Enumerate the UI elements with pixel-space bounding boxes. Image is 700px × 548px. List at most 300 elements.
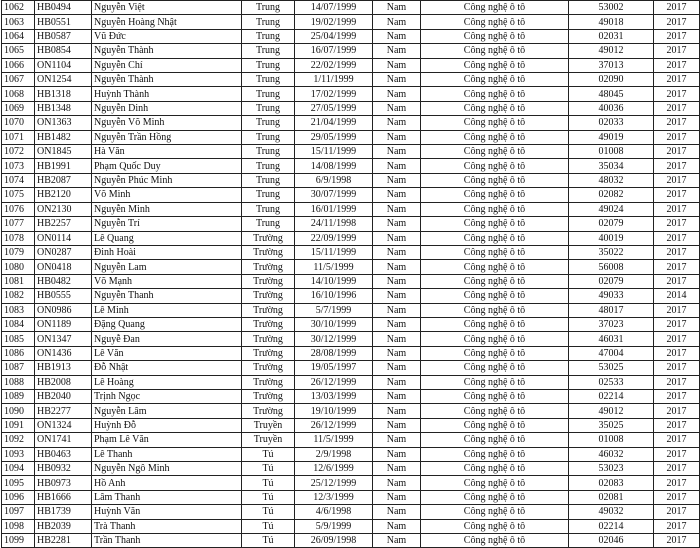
row-number-cell: 1093 <box>2 447 35 461</box>
student-roster-table <box>1 0 700 548</box>
student-id-cell: ON1436 <box>35 346 92 360</box>
code-cell: 37023 <box>569 317 654 331</box>
major-cell: Công nghệ ô tô <box>421 476 569 490</box>
name-cell: Tú <box>242 476 295 490</box>
birth-date-cell: 19/10/1999 <box>295 404 373 418</box>
table-row <box>2 289 700 303</box>
name-cell: Tú <box>242 534 295 548</box>
gender-cell: Nam <box>373 188 421 202</box>
row-number-cell: 1078 <box>2 231 35 245</box>
major-cell: Công nghệ ô tô <box>421 332 569 346</box>
student-id-cell: ON0986 <box>35 303 92 317</box>
code-cell: 49032 <box>569 505 654 519</box>
student-id-cell: ON1845 <box>35 145 92 159</box>
gender-cell: Nam <box>373 303 421 317</box>
student-id-cell: HB1666 <box>35 490 92 504</box>
year-cell: 2017 <box>654 231 700 245</box>
code-cell: 02214 <box>569 389 654 403</box>
table-row <box>2 332 700 346</box>
birth-date-cell: 28/08/1999 <box>295 346 373 360</box>
given-name-cell: Hà Văn <box>92 145 242 159</box>
major-cell: Công nghệ ô tô <box>421 303 569 317</box>
row-number-cell: 1075 <box>2 188 35 202</box>
given-name-cell: Nguyễn Lam <box>92 260 242 274</box>
gender-cell: Nam <box>373 389 421 403</box>
gender-cell: Nam <box>373 245 421 259</box>
given-name-cell: Nguyễn Việt <box>92 1 242 15</box>
student-id-cell: HB0932 <box>35 462 92 476</box>
row-number-cell: 1066 <box>2 58 35 72</box>
given-name-cell: Nguyễn Thành <box>92 44 242 58</box>
name-cell: Tú <box>242 447 295 461</box>
year-cell: 2017 <box>654 433 700 447</box>
major-cell: Công nghệ ô tô <box>421 15 569 29</box>
table-row <box>2 217 700 231</box>
student-id-cell: ON1363 <box>35 116 92 130</box>
row-number-cell: 1077 <box>2 217 35 231</box>
birth-date-cell: 22/09/1999 <box>295 231 373 245</box>
given-name-cell: Hồ Anh <box>92 476 242 490</box>
gender-cell: Nam <box>373 289 421 303</box>
gender-cell: Nam <box>373 375 421 389</box>
row-number-cell: 1090 <box>2 404 35 418</box>
birth-date-cell: 19/05/1997 <box>295 361 373 375</box>
name-cell: Trung <box>242 159 295 173</box>
student-id-cell: HB2087 <box>35 173 92 187</box>
gender-cell: Nam <box>373 217 421 231</box>
major-cell: Công nghệ ô tô <box>421 29 569 43</box>
table-row <box>2 389 700 403</box>
table-row <box>2 447 700 461</box>
table-row <box>2 303 700 317</box>
year-cell: 2017 <box>654 73 700 87</box>
major-cell: Công nghệ ô tô <box>421 116 569 130</box>
student-id-cell: HB2281 <box>35 534 92 548</box>
name-cell: Trung <box>242 58 295 72</box>
row-number-cell: 1097 <box>2 505 35 519</box>
student-id-cell: HB0854 <box>35 44 92 58</box>
student-id-cell: HB2008 <box>35 375 92 389</box>
gender-cell: Nam <box>373 433 421 447</box>
student-id-cell: HB1739 <box>35 505 92 519</box>
year-cell: 2017 <box>654 116 700 130</box>
student-id-cell: HB0482 <box>35 274 92 288</box>
birth-date-cell: 14/08/1999 <box>295 159 373 173</box>
major-cell: Công nghệ ô tô <box>421 202 569 216</box>
birth-date-cell: 6/9/1998 <box>295 173 373 187</box>
name-cell: Trung <box>242 173 295 187</box>
year-cell: 2017 <box>654 173 700 187</box>
name-cell: Trung <box>242 202 295 216</box>
gender-cell: Nam <box>373 44 421 58</box>
code-cell: 40019 <box>569 231 654 245</box>
row-number-cell: 1095 <box>2 476 35 490</box>
student-id-cell: HB1482 <box>35 130 92 144</box>
name-cell: Trung <box>242 217 295 231</box>
major-cell: Công nghệ ô tô <box>421 289 569 303</box>
birth-date-cell: 30/10/1999 <box>295 317 373 331</box>
given-name-cell: Nguyễn Phúc Minh <box>92 173 242 187</box>
code-cell: 40036 <box>569 101 654 115</box>
birth-date-cell: 27/05/1999 <box>295 101 373 115</box>
given-name-cell: Lâm Thanh <box>92 490 242 504</box>
code-cell: 49024 <box>569 202 654 216</box>
name-cell: Trung <box>242 44 295 58</box>
code-cell: 46032 <box>569 447 654 461</box>
birth-date-cell: 14/07/1999 <box>295 1 373 15</box>
birth-date-cell: 2/9/1998 <box>295 447 373 461</box>
code-cell: 02046 <box>569 534 654 548</box>
code-cell: 02214 <box>569 519 654 533</box>
gender-cell: Nam <box>373 15 421 29</box>
name-cell: Tú <box>242 462 295 476</box>
gender-cell: Nam <box>373 404 421 418</box>
gender-cell: Nam <box>373 173 421 187</box>
code-cell: 49033 <box>569 289 654 303</box>
given-name-cell: Trà Thanh <box>92 519 242 533</box>
year-cell: 2017 <box>654 418 700 432</box>
code-cell: 02533 <box>569 375 654 389</box>
name-cell: Trường <box>242 361 295 375</box>
code-cell: 48045 <box>569 87 654 101</box>
code-cell: 49018 <box>569 15 654 29</box>
gender-cell: Nam <box>373 87 421 101</box>
year-cell: 2017 <box>654 332 700 346</box>
roster-body <box>2 1 700 548</box>
table-row <box>2 375 700 389</box>
table-row <box>2 73 700 87</box>
major-cell: Công nghệ ô tô <box>421 1 569 15</box>
code-cell: 53002 <box>569 1 654 15</box>
table-row <box>2 346 700 360</box>
gender-cell: Nam <box>373 505 421 519</box>
student-id-cell: ON0114 <box>35 231 92 245</box>
gender-cell: Nam <box>373 260 421 274</box>
row-number-cell: 1071 <box>2 130 35 144</box>
major-cell: Công nghệ ô tô <box>421 389 569 403</box>
major-cell: Công nghệ ô tô <box>421 58 569 72</box>
student-id-cell: HB0587 <box>35 29 92 43</box>
year-cell: 2017 <box>654 145 700 159</box>
row-number-cell: 1089 <box>2 389 35 403</box>
gender-cell: Nam <box>373 116 421 130</box>
given-name-cell: Vũ Đức <box>92 29 242 43</box>
given-name-cell: Nguyễn Hoàng Nhật <box>92 15 242 29</box>
birth-date-cell: 17/02/1999 <box>295 87 373 101</box>
student-id-cell: HB0463 <box>35 447 92 461</box>
birth-date-cell: 16/01/1999 <box>295 202 373 216</box>
birth-date-cell: 26/09/1998 <box>295 534 373 548</box>
year-cell: 2017 <box>654 159 700 173</box>
code-cell: 56008 <box>569 260 654 274</box>
table-row <box>2 159 700 173</box>
given-name-cell: Huỳnh Văn <box>92 505 242 519</box>
student-id-cell: ON1324 <box>35 418 92 432</box>
name-cell: Trường <box>242 260 295 274</box>
year-cell: 2017 <box>654 404 700 418</box>
name-cell: Trung <box>242 101 295 115</box>
gender-cell: Nam <box>373 534 421 548</box>
major-cell: Công nghệ ô tô <box>421 188 569 202</box>
student-id-cell: ON0418 <box>35 260 92 274</box>
given-name-cell: Lê Quang <box>92 231 242 245</box>
birth-date-cell: 11/5/1999 <box>295 260 373 274</box>
given-name-cell: Nguyễn Trí <box>92 217 242 231</box>
year-cell: 2014 <box>654 289 700 303</box>
major-cell: Công nghệ ô tô <box>421 462 569 476</box>
gender-cell: Nam <box>373 202 421 216</box>
year-cell: 2017 <box>654 476 700 490</box>
gender-cell: Nam <box>373 101 421 115</box>
name-cell: Trung <box>242 145 295 159</box>
row-number-cell: 1091 <box>2 418 35 432</box>
year-cell: 2017 <box>654 490 700 504</box>
name-cell: Trường <box>242 389 295 403</box>
student-id-cell: ON2130 <box>35 202 92 216</box>
table-row <box>2 462 700 476</box>
major-cell: Công nghệ ô tô <box>421 145 569 159</box>
code-cell: 35022 <box>569 245 654 259</box>
gender-cell: Nam <box>373 418 421 432</box>
given-name-cell: Nguyễn Thành <box>92 73 242 87</box>
major-cell: Công nghệ ô tô <box>421 447 569 461</box>
name-cell: Truyền <box>242 418 295 432</box>
given-name-cell: Đỗ Nhật <box>92 361 242 375</box>
name-cell: Trường <box>242 317 295 331</box>
row-number-cell: 1067 <box>2 73 35 87</box>
birth-date-cell: 5/7/1999 <box>295 303 373 317</box>
table-row <box>2 101 700 115</box>
student-id-cell: HB2257 <box>35 217 92 231</box>
major-cell: Công nghệ ô tô <box>421 159 569 173</box>
name-cell: Tú <box>242 519 295 533</box>
row-number-cell: 1062 <box>2 1 35 15</box>
code-cell: 53023 <box>569 462 654 476</box>
student-id-cell: HB2277 <box>35 404 92 418</box>
given-name-cell: Lê Văn <box>92 346 242 360</box>
table-row <box>2 58 700 72</box>
table-row <box>2 15 700 29</box>
gender-cell: Nam <box>373 447 421 461</box>
table-row <box>2 44 700 58</box>
name-cell: Trường <box>242 404 295 418</box>
gender-cell: Nam <box>373 476 421 490</box>
year-cell: 2017 <box>654 361 700 375</box>
given-name-cell: Nguyễn Lâm <box>92 404 242 418</box>
given-name-cell: Trịnh Ngọc <box>92 389 242 403</box>
birth-date-cell: 15/11/1999 <box>295 245 373 259</box>
row-number-cell: 1088 <box>2 375 35 389</box>
code-cell: 02031 <box>569 29 654 43</box>
gender-cell: Nam <box>373 130 421 144</box>
code-cell: 35034 <box>569 159 654 173</box>
year-cell: 2017 <box>654 15 700 29</box>
name-cell: Trung <box>242 87 295 101</box>
code-cell: 37013 <box>569 58 654 72</box>
row-number-cell: 1069 <box>2 101 35 115</box>
name-cell: Tú <box>242 490 295 504</box>
major-cell: Công nghệ ô tô <box>421 231 569 245</box>
student-id-cell: ON1104 <box>35 58 92 72</box>
table-row <box>2 418 700 432</box>
birth-date-cell: 30/12/1999 <box>295 332 373 346</box>
given-name-cell: Nguyễn Võ Minh <box>92 116 242 130</box>
row-number-cell: 1073 <box>2 159 35 173</box>
given-name-cell: Nguyễn Chí <box>92 58 242 72</box>
name-cell: Trung <box>242 116 295 130</box>
given-name-cell: Nguyễn Minh <box>92 202 242 216</box>
code-cell: 48032 <box>569 173 654 187</box>
given-name-cell: Lê Minh <box>92 303 242 317</box>
year-cell: 2017 <box>654 505 700 519</box>
given-name-cell: Nguyễn Thanh <box>92 289 242 303</box>
year-cell: 2017 <box>654 245 700 259</box>
code-cell: 48017 <box>569 303 654 317</box>
gender-cell: Nam <box>373 462 421 476</box>
year-cell: 2017 <box>654 217 700 231</box>
birth-date-cell: 25/12/1999 <box>295 476 373 490</box>
major-cell: Công nghệ ô tô <box>421 130 569 144</box>
name-cell: Trường <box>242 245 295 259</box>
row-number-cell: 1094 <box>2 462 35 476</box>
code-cell: 49019 <box>569 130 654 144</box>
year-cell: 2017 <box>654 519 700 533</box>
birth-date-cell: 15/11/1999 <box>295 145 373 159</box>
given-name-cell: Võ Mạnh <box>92 274 242 288</box>
table-row <box>2 404 700 418</box>
table-row <box>2 476 700 490</box>
code-cell: 01008 <box>569 433 654 447</box>
name-cell: Tú <box>242 505 295 519</box>
table-row <box>2 260 700 274</box>
table-row <box>2 534 700 548</box>
row-number-cell: 1074 <box>2 173 35 187</box>
major-cell: Công nghệ ô tô <box>421 346 569 360</box>
name-cell: Trường <box>242 346 295 360</box>
name-cell: Trường <box>242 289 295 303</box>
year-cell: 2017 <box>654 58 700 72</box>
major-cell: Công nghệ ô tô <box>421 44 569 58</box>
year-cell: 2017 <box>654 44 700 58</box>
student-id-cell: ON1254 <box>35 73 92 87</box>
table-row <box>2 361 700 375</box>
given-name-cell: Huỳnh Thành <box>92 87 242 101</box>
major-cell: Công nghệ ô tô <box>421 317 569 331</box>
given-name-cell: Nguyễn Ngô Minh <box>92 462 242 476</box>
name-cell: Trường <box>242 231 295 245</box>
name-cell: Truyền <box>242 433 295 447</box>
name-cell: Trung <box>242 15 295 29</box>
year-cell: 2017 <box>654 534 700 548</box>
code-cell: 47004 <box>569 346 654 360</box>
row-number-cell: 1083 <box>2 303 35 317</box>
row-number-cell: 1087 <box>2 361 35 375</box>
gender-cell: Nam <box>373 332 421 346</box>
birth-date-cell: 12/6/1999 <box>295 462 373 476</box>
year-cell: 2017 <box>654 274 700 288</box>
table-row <box>2 173 700 187</box>
row-number-cell: 1081 <box>2 274 35 288</box>
student-id-cell: HB1913 <box>35 361 92 375</box>
row-number-cell: 1080 <box>2 260 35 274</box>
given-name-cell: Phạm Lê Văn <box>92 433 242 447</box>
gender-cell: Nam <box>373 159 421 173</box>
table-row <box>2 29 700 43</box>
row-number-cell: 1079 <box>2 245 35 259</box>
gender-cell: Nam <box>373 361 421 375</box>
code-cell: 02081 <box>569 490 654 504</box>
gender-cell: Nam <box>373 346 421 360</box>
row-number-cell: 1065 <box>2 44 35 58</box>
birth-date-cell: 19/02/1999 <box>295 15 373 29</box>
code-cell: 02079 <box>569 217 654 231</box>
row-number-cell: 1064 <box>2 29 35 43</box>
table-row <box>2 505 700 519</box>
name-cell: Trung <box>242 188 295 202</box>
name-cell: Trung <box>242 1 295 15</box>
code-cell: 46031 <box>569 332 654 346</box>
gender-cell: Nam <box>373 58 421 72</box>
table-row <box>2 188 700 202</box>
name-cell: Trung <box>242 130 295 144</box>
year-cell: 2017 <box>654 1 700 15</box>
student-id-cell: HB2039 <box>35 519 92 533</box>
year-cell: 2017 <box>654 317 700 331</box>
gender-cell: Nam <box>373 73 421 87</box>
row-number-cell: 1072 <box>2 145 35 159</box>
major-cell: Công nghệ ô tô <box>421 418 569 432</box>
code-cell: 02083 <box>569 476 654 490</box>
table-row <box>2 87 700 101</box>
code-cell: 02033 <box>569 116 654 130</box>
row-number-cell: 1070 <box>2 116 35 130</box>
student-id-cell: ON1741 <box>35 433 92 447</box>
birth-date-cell: 13/03/1999 <box>295 389 373 403</box>
major-cell: Công nghệ ô tô <box>421 217 569 231</box>
name-cell: Trường <box>242 274 295 288</box>
table-row <box>2 145 700 159</box>
given-name-cell: Nguyễ Đan <box>92 332 242 346</box>
table-row <box>2 130 700 144</box>
birth-date-cell: 21/04/1999 <box>295 116 373 130</box>
major-cell: Công nghệ ô tô <box>421 519 569 533</box>
table-row <box>2 245 700 259</box>
gender-cell: Nam <box>373 231 421 245</box>
given-name-cell: Lê Thanh <box>92 447 242 461</box>
table-row <box>2 433 700 447</box>
birth-date-cell: 24/11/1998 <box>295 217 373 231</box>
code-cell: 02090 <box>569 73 654 87</box>
gender-cell: Nam <box>373 29 421 43</box>
year-cell: 2017 <box>654 101 700 115</box>
year-cell: 2017 <box>654 29 700 43</box>
student-id-cell: ON1189 <box>35 317 92 331</box>
row-number-cell: 1099 <box>2 534 35 548</box>
code-cell: 02079 <box>569 274 654 288</box>
major-cell: Công nghệ ô tô <box>421 73 569 87</box>
birth-date-cell: 4/6/1998 <box>295 505 373 519</box>
row-number-cell: 1092 <box>2 433 35 447</box>
student-id-cell: ON0287 <box>35 245 92 259</box>
given-name-cell: Nguyễn Trần Hồng <box>92 130 242 144</box>
row-number-cell: 1086 <box>2 346 35 360</box>
major-cell: Công nghệ ô tô <box>421 534 569 548</box>
major-cell: Công nghệ ô tô <box>421 404 569 418</box>
major-cell: Công nghệ ô tô <box>421 490 569 504</box>
gender-cell: Nam <box>373 519 421 533</box>
major-cell: Công nghệ ô tô <box>421 361 569 375</box>
major-cell: Công nghệ ô tô <box>421 260 569 274</box>
